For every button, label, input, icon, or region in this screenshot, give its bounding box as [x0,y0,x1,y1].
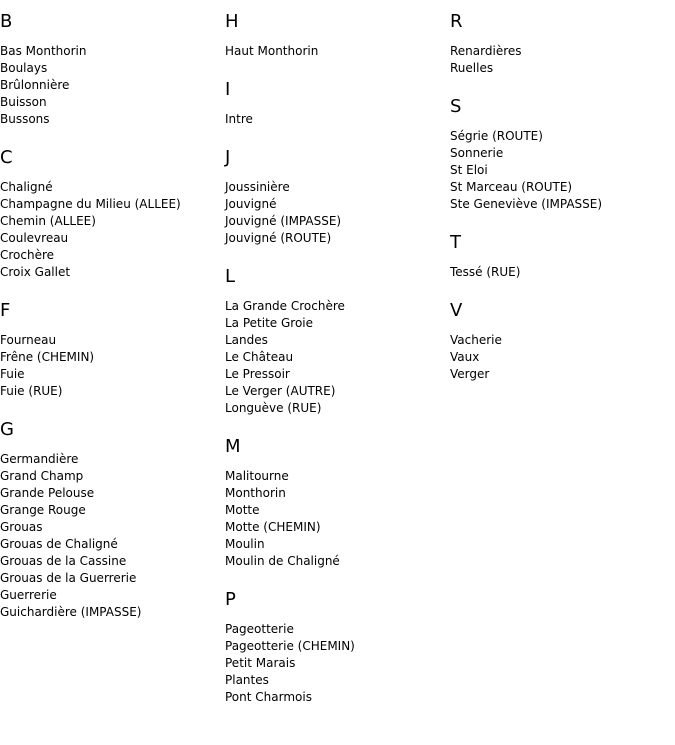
street-name: Pageotterie (CHEMIN) [225,639,355,653]
street-name: Grouas de la Cassine [0,554,127,568]
street-name: Pont Charmois [225,690,312,704]
street-name: Boulays [0,61,48,75]
street-name: Jouvigné [225,197,277,211]
street-name: Vaux [450,350,480,364]
letter-heading: L [225,266,236,287]
letter-group [0,12,220,128]
street-name: Fuie [0,367,25,381]
letter-group [225,267,445,417]
letter-group [0,301,220,400]
letter-group [450,233,670,281]
street-name: Le Pressoir [225,367,290,381]
street-list [450,128,670,213]
street-name: Monthorin [225,486,286,500]
street-name: Jouvigné (IMPASSE) [225,214,342,228]
street-name: Tessé (RUE) [450,265,521,279]
street-name: Chaligné [0,180,53,194]
letter-heading: M [225,436,241,457]
street-list [450,332,670,383]
street-name: Grand Champ [0,469,84,483]
street-name: Grouas de la Guerrerie [0,571,137,585]
letter-heading: B [0,11,13,32]
street-name: Malitourne [225,469,289,483]
street-name: Fourneau [0,333,57,347]
letter-heading: V [450,300,463,321]
letter-heading: T [450,232,461,253]
letter-heading: F [0,300,11,321]
street-name: Motte (CHEMIN) [225,520,321,534]
letter-heading: J [225,147,231,168]
street-name: Longuève (RUE) [225,401,322,415]
street-list [225,298,445,417]
street-name: Bas Monthorin [0,44,87,58]
letter-heading: H [225,11,239,32]
letter-heading: C [0,147,13,168]
letter-group [225,590,445,706]
street-list [0,451,220,621]
letter-group [450,301,670,383]
street-name: Grouas de Chaligné [0,537,118,551]
street-name: Coulevreau [0,231,69,245]
street-name: Pageotterie [225,622,294,636]
letter-group [225,148,445,247]
letter-heading: P [225,589,236,610]
street-list [225,468,445,570]
street-name: Chemin (ALLEE) [0,214,96,228]
street-list [225,179,445,247]
street-name: Germandière [0,452,79,466]
street-index-column-3 [450,12,670,403]
street-name: Renardières [450,44,522,58]
letter-heading: S [450,96,462,117]
street-name: Joussinière [225,180,290,194]
street-name: Haut Monthorin [225,44,319,58]
street-name: Intre [225,112,253,126]
street-name: Grande Pelouse [0,486,95,500]
letter-heading: G [0,419,14,440]
street-name: La Grande Crochère [225,299,345,313]
street-name: Motte [225,503,260,517]
street-name: Petit Marais [225,656,296,670]
street-name: Le Château [225,350,294,364]
letter-heading: I [225,79,231,100]
letter-group [450,97,670,213]
street-name: Landes [225,333,268,347]
street-list [450,264,670,281]
street-index-column-1 [0,12,220,641]
letter-group [450,12,670,77]
street-list [225,43,445,60]
letter-heading: R [450,11,463,32]
street-list [225,621,445,706]
street-name: Fuie (RUE) [0,384,63,398]
street-name: Champagne du Milieu (ALLEE) [0,197,181,211]
street-name: Ségrie (ROUTE) [450,129,543,143]
street-name: St Eloi [450,163,488,177]
street-name: Brûlonnière [0,78,70,92]
street-name: Verger [450,367,490,381]
street-name: Frêne (CHEMIN) [0,350,95,364]
letter-group [225,437,445,570]
street-name: Le Verger (AUTRE) [225,384,336,398]
street-list [450,43,670,77]
street-name: Ruelles [450,61,494,75]
street-name: Bussons [0,112,50,126]
street-name: Guerrerie [0,588,57,602]
street-name: Crochère [0,248,55,262]
street-list [0,179,220,281]
street-list [0,43,220,128]
letter-group [225,12,445,60]
street-name: Guichardière (IMPASSE) [0,605,142,619]
letter-group [0,148,220,281]
street-name: Grouas [0,520,43,534]
street-name: Grange Rouge [0,503,86,517]
street-name: Buisson [0,95,47,109]
street-name: Moulin [225,537,265,551]
street-name: La Petite Groie [225,316,314,330]
street-name: St Marceau (ROUTE) [450,180,573,194]
street-name: Sonnerie [450,146,504,160]
street-name: Croix Gallet [0,265,71,279]
street-index-column-2 [225,12,445,726]
street-name: Moulin de Chaligné [225,554,340,568]
street-list [0,332,220,400]
street-name: Plantes [225,673,269,687]
street-list [225,111,445,128]
street-name: Vacherie [450,333,502,347]
letter-group [0,420,220,621]
letter-group [225,80,445,128]
street-name: Jouvigné (ROUTE) [225,231,332,245]
street-name: Ste Geneviève (IMPASSE) [450,197,603,211]
